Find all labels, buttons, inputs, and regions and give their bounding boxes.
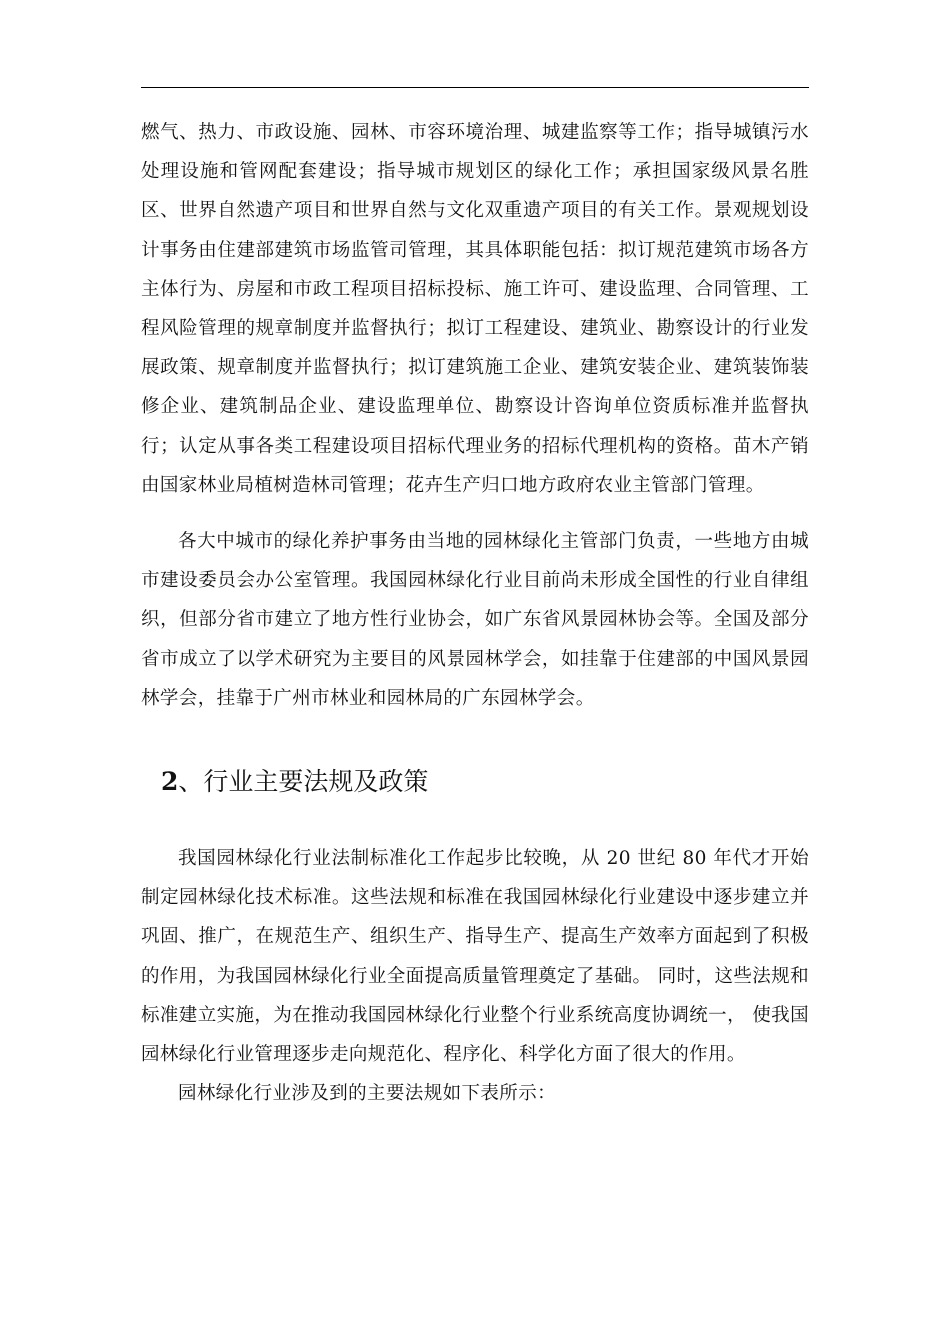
paragraph-gap bbox=[141, 505, 809, 522]
paragraph-table-intro: 园林绿化行业涉及到的主要法规如下表所示： bbox=[178, 1083, 557, 1105]
header-rule bbox=[141, 87, 809, 88]
document-body bbox=[141, 113, 809, 1113]
section-title: 、行业主要法规及政策 bbox=[178, 767, 429, 797]
paragraph-agency-duties: 燃气、热力、市政设施、园林、市容环境治理、城建监察等工作；指导城镇污水处理设施和管网配套建设；指导城市规划区的绿化工作；承担国家级风景名胜区、世界自然遗产项目和世界自然与文化双重遗产项目的有关工作。景观规划设计事务由住建部建筑市场监管司管理，其具体职能包括：拟订规范建筑市场各方主体行为、房屋和市政工程项目招标投标、施工许可、建设监理、合同管理、工程风险管理的规章制度并监督执行；拟订工程建设、建筑业、勘察设计的行业发展政策、规章制度并监督执行；拟订建筑施工企业、建筑安装企业、建筑装饰装修企业、建筑制品企业、建设监理单位、勘察设计咨询单位资质标准并监督执行；认定从事各类工程建设项目招标代理业务的招标代理机构的资格。苗木产销由国家林业局植树造林司管理；花卉生产归口地方政府农业主管部门管理。 bbox=[141, 122, 809, 496]
paragraph-greening-maintenance: 各大中城市的绿化养护事务由当地的园林绿化主管部门负责，一些地方由城市建设委员会办公室管理。我国园林绿化行业目前尚未形成全国性的行业自律组织，但部分省市建立了地方性行业协会，如广东省风景园林协会等。全国及部分省市成立了以学术研究为主要目的风景园林学会，如挂靠于住建部的中国风景园林学会，挂靠于广州市林业和园林局的广东园林学会。 bbox=[141, 531, 809, 709]
heading-gap bbox=[141, 808, 809, 839]
section-heading bbox=[141, 756, 809, 808]
paragraph-standards-history: 我国园林绿化行业法制标准化工作起步比较晚，从 20 世纪 80 年代才开始制定园林绿化技术标准。这些法规和标准在我国园林绿化行业建设中逐步建立并巩固、推广，在规范生产、组织生产、指导生产、提高生产效率方面起到了积极的作用，为我国园林绿化行业全面提高质量管理奠定了基础。 同时，这些法规和标准建立实施，为在推动我国园林绿化行业整个行业系统高度协调统一， 使我国园林绿化行业管理逐步走向规范化、程序化、科学化方面了很大的作用。 bbox=[141, 848, 809, 1066]
section-number: 2 bbox=[161, 767, 179, 797]
